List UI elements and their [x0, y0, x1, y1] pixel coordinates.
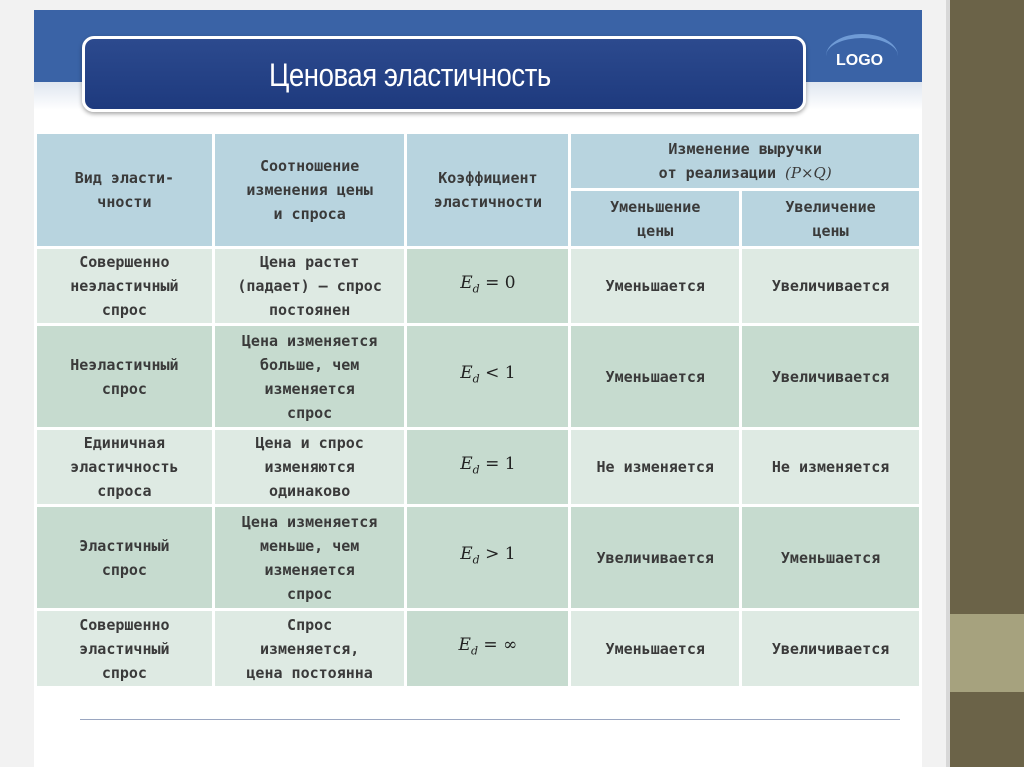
row-type: Совершенно неэластичный спрос [37, 249, 212, 323]
row-price-increase: Увеличивается [742, 249, 919, 323]
row-price-increase: Увеличивается [742, 326, 919, 427]
side-decoration-accent [950, 614, 1024, 692]
row-ratio: Цена изменяется меньше, чем изменяется спрос [215, 507, 405, 608]
coefficient-formula: $E_d < 1$ [460, 363, 516, 386]
side-divider [946, 0, 950, 767]
row-ratio: Спрос изменяется, цена постоянна [215, 611, 405, 686]
table-row [37, 611, 919, 686]
row-price-decrease: Уменьшается [571, 326, 739, 427]
row-price-decrease: Увеличивается [571, 507, 739, 608]
footer-divider [80, 719, 900, 720]
row-price-decrease: Уменьшается [571, 611, 739, 686]
header-coefficient: Коэффициент эластичности [407, 134, 568, 246]
coefficient-formula: $E_d$ = ∞ [458, 635, 518, 658]
slide [34, 10, 922, 767]
row-coefficient [407, 430, 568, 504]
header-revenue-line1: Изменение выручки [668, 140, 822, 158]
row-coefficient [407, 326, 568, 427]
title-box [82, 36, 806, 112]
table-row [37, 507, 919, 608]
row-ratio: Цена изменяется больше, чем изменяется спрос [215, 326, 405, 427]
row-coefficient [407, 249, 568, 323]
row-price-increase: Уменьшается [742, 507, 919, 608]
table-header-row [37, 134, 919, 188]
header-price-decrease: Уменьшение цены [571, 191, 739, 246]
table-row [37, 249, 919, 323]
header-revenue-pq: (P×Q) [785, 164, 832, 182]
row-type: Эластичный спрос [37, 507, 212, 608]
table-row [37, 326, 919, 427]
coefficient-formula: $E_d > 1$ [460, 544, 516, 567]
row-price-decrease: Не изменяется [571, 430, 739, 504]
row-price-decrease: Уменьшается [571, 249, 739, 323]
row-ratio: Цена растет (падает) – спрос постоянен [215, 249, 405, 323]
row-type: Единичная эластичность спроса [37, 430, 212, 504]
logo [822, 28, 902, 88]
row-type: Совершенно эластичный спрос [37, 611, 212, 686]
row-coefficient [407, 507, 568, 608]
table-row [37, 430, 919, 504]
header-type: Вид эласти- чности [37, 134, 212, 246]
header-revenue [571, 134, 919, 188]
coefficient-formula: $E_d = 0$ [460, 272, 516, 296]
slide-title: Ценовая эластичность [269, 57, 551, 93]
coefficient-formula: $E_d = 1$ [460, 453, 516, 477]
row-type: Неэластичный спрос [37, 326, 212, 427]
logo-text: LOGO [836, 52, 884, 69]
row-ratio: Цена и спрос изменяются одинаково [215, 430, 405, 504]
row-price-increase: Увеличивается [742, 611, 919, 686]
row-coefficient [407, 611, 568, 686]
header-revenue-line2: от реализации [658, 164, 776, 182]
header-price-increase: Увеличение цены [742, 191, 919, 246]
header-ratio: Соотношение изменения цены и спроса [215, 134, 405, 246]
elasticity-table [34, 131, 922, 689]
row-price-increase: Не изменяется [742, 430, 919, 504]
